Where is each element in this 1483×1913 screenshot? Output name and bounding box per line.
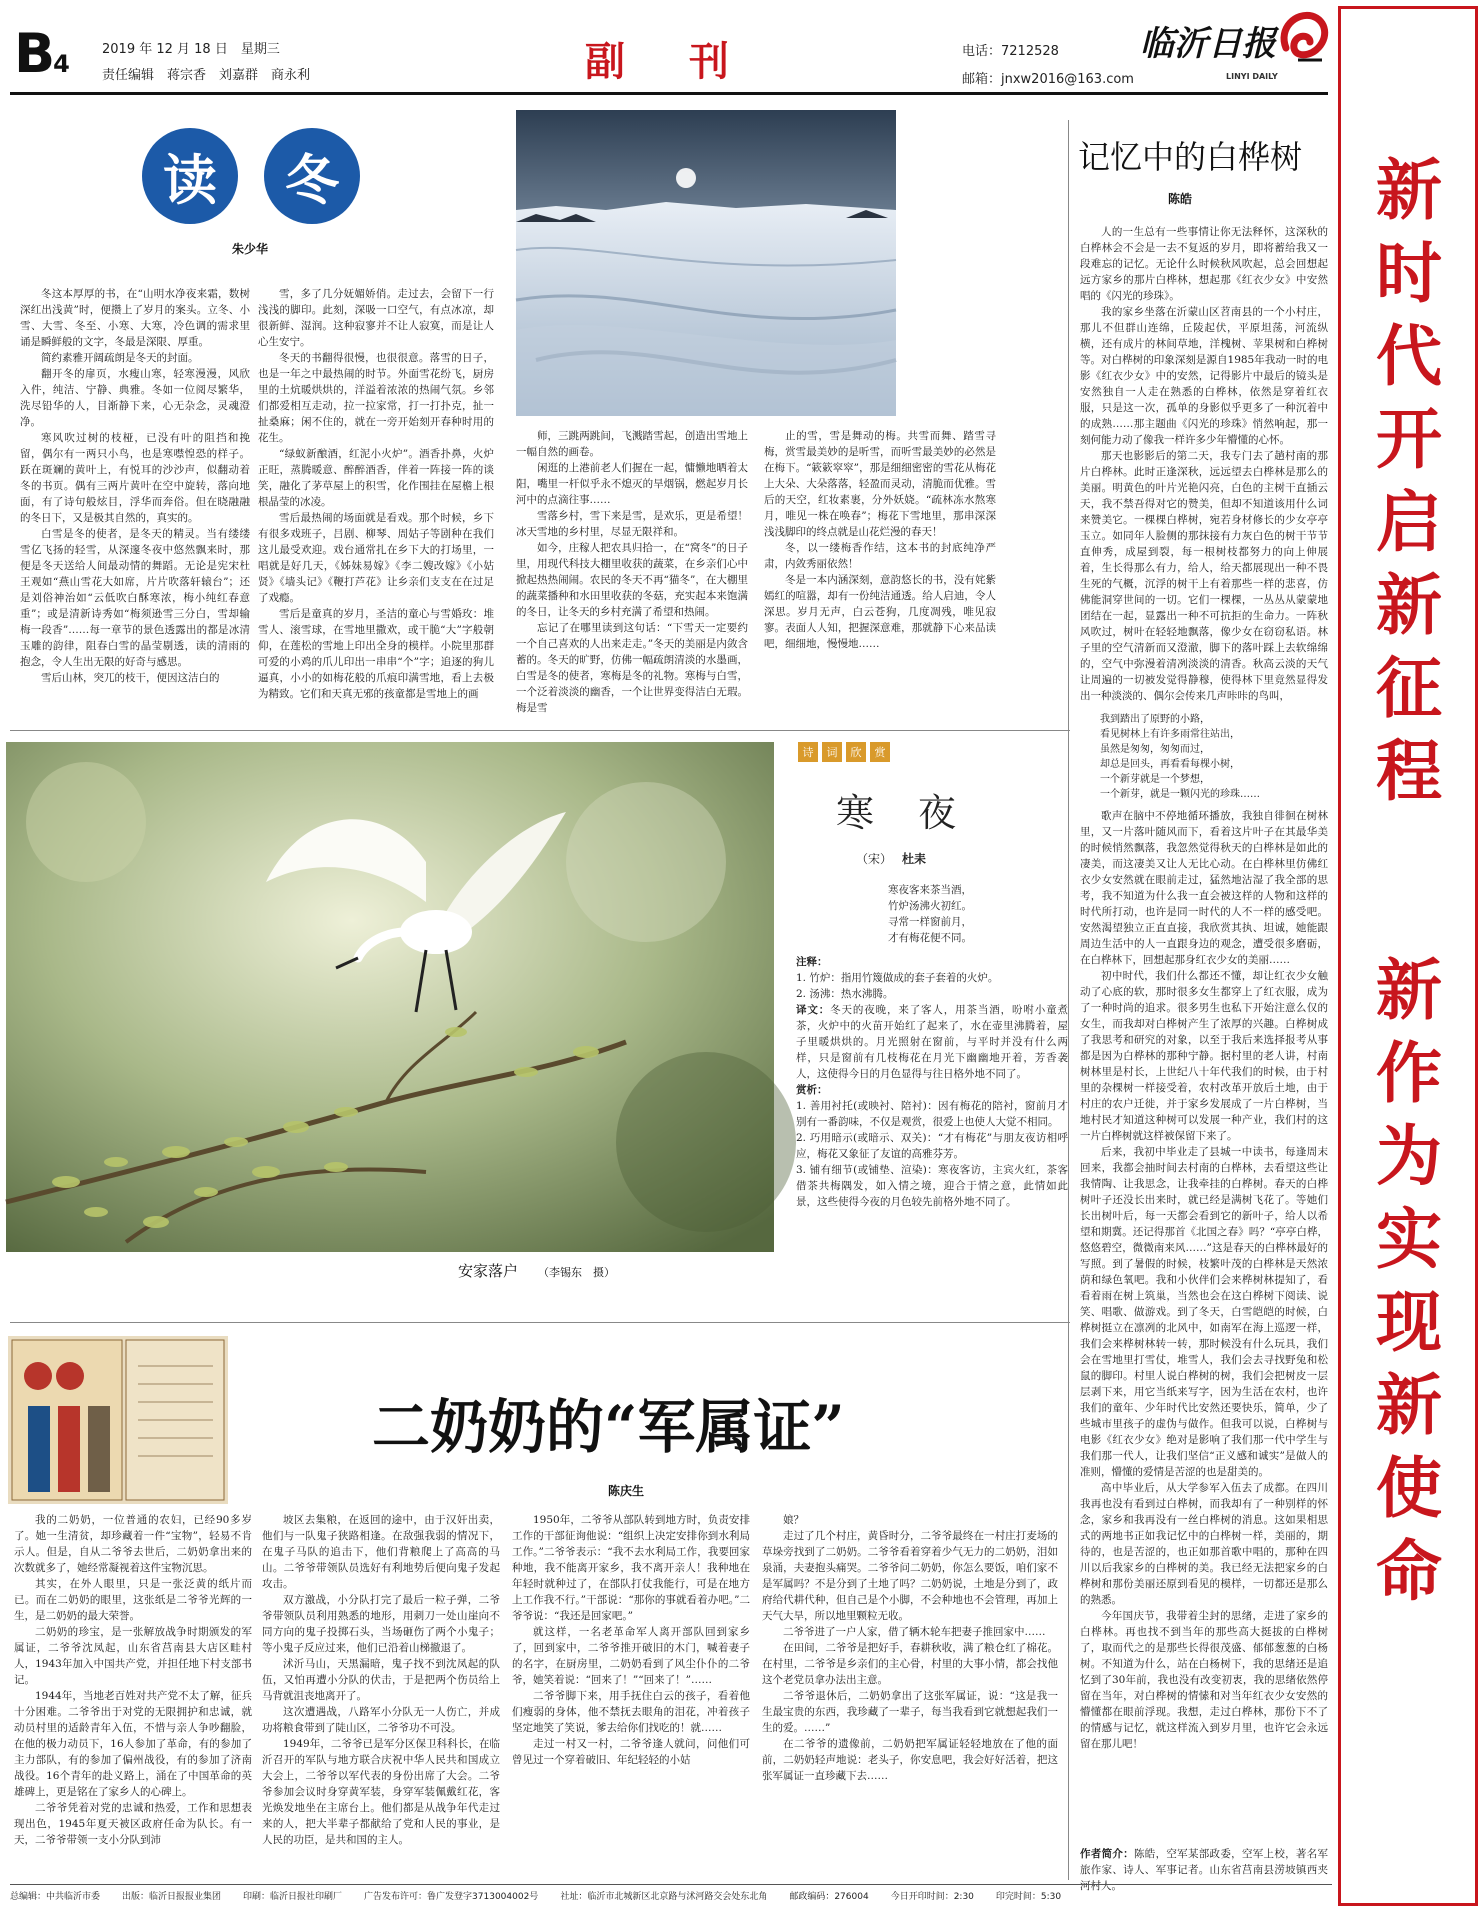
editors-line: 责任编辑 蒋宗香 刘嘉群 商永利 bbox=[102, 68, 311, 83]
issue-date: 2019 年 12 月 18 日 星期三 bbox=[102, 42, 280, 57]
poem-notes: 注释： 1. 竹炉：指用竹篾做成的套子套着的火炉。 2. 汤沸：热水沸腾。 译文：冬天的夜晚，来了客人，用茶当酒，吩咐小童煮茶，火炉中的火苗开始红了起来了，水在壶里沸腾着，屋子里暖烘烘的。月光照射在窗前，与平时并没有什么两样，只是窗前有几枝梅花在月光下幽幽地开着，芳香袭人，这使得今日的月色显得与往日格外地不同了。 赏析： 1. 善用衬托(或映衬、陪衬)：因有梅花的陪衬，窗前月才别有一番韵味，不仅是观赏，很爱上也使人大觉不相同。 2. 巧用暗示(或暗示、双关)：“才有梅花”与朋友夜访相呼应，梅花又象征了友谊的高雅芬芳。 3. 铺有细节(或铺垫、渲染)：寒夜客访，主宾火红，茶客借茶共梅隅发，如入情之境，迎合于情之意，此情如此景，这些使得今夜的月色较先前格外地不同了。 bbox=[796, 956, 1068, 1208]
dudong-column-1: 冬这本厚厚的书，在“山明水净夜来霜，数树深红出浅黄”时，便攒上了岁月的案头。立冬、小雪、大雪、冬至、小寒、大寒，冷色调的需求里诵是瞬鲜般的文字，冬最是深限、厚重。 简约素雅开阔疏朗是冬天的封面。 翻开冬的扉页，水瘦山寒，轻寒漫漫，风欣入件，纯洁、宁静、典雅。冬如一位阅尽繁华，洗尽铅华的人，目渐静下来，心无杂念，灵魂澄净。 寒风吹过树的枝桠，已没有叶的阻挡和挽留，偶尔有一两只小鸟，也是寒噤惶恐的样子。跃在斑斓的黄叶上，有悦耳的沙沙声，似翻动着冬的书页。偶有三两片黄叶在空中旋转，落向地面，有了诗句般炫目，浮华而奔俗。但在晓融融的冬日下，又是极其自然的，真实的。 白雪是冬的使者，是冬天的精灵。当有缕缕雪亿飞扬的轻雪，从深邃冬夜中悠然飘来时，那便是冬天送给人间最动情的舞蹈。无论是宪宋杜王观如“燕山雪花大如席，片片吹落轩辕台”；还是刘俗神治如“云低吹白酥寒浓，梅小纯红春意重”；或是清新诗秀如“梅须逊雪三分白，雪却输梅一段香”……每一章节的景色透露出的都是冰清玉雕的韵律，阻春白雪的晶莹剔透，读的清雨的抱念，令人生出无限的好奇与感思。 雪后山林，突兀的枝干，便因这洁白的 bbox=[20, 288, 250, 684]
newspaper-logo: 临沂日报 bbox=[1140, 24, 1276, 64]
junshu-column-3: 1950年，二爷爷从部队转到地方时，负责安排工作的干部征询他说：“组织上决定安排你到水利局工作。”二爷爷表示：“我不去水利局工作，我要回家种地，我不能离开家乡，我不离开亲人！我种地在年轻时就种过了，在部队打仗我能行，可是在地方上工作我不行。”干部说：“那你的事就看着办吧。”二爷爷说：“我还是回家吧。” 就这样，一名老革命军人离开部队回到家乡了，回到家中，二爷爷推开破旧的木门，喊着妻子的名字，在厨房里，二奶奶看到了风尘仆仆的二爷爷，她笑着说：“回来了！”“回来了！”…… 二爷爷脚下来，用手抚住白云的孩子，看着他们瘦弱的身体，他不禁抚去眼角的泪花，冲着孩子坚定地笑了笑说，爹去给你们找吃的！就…… 走过一村又一村，二爷爷逢人就问，问他们可曾见过一个穿着破旧、年纪轻轻的小姑 bbox=[512, 1514, 750, 1766]
snow-landscape-photo bbox=[516, 110, 896, 416]
slogan-line-1: 新时代开启新征程 bbox=[1376, 151, 1442, 810]
footer-item: 社址：临沂市北城新区北京路与沭河路交会处东北角 bbox=[560, 1892, 768, 1902]
poem-tag: 欣 bbox=[846, 742, 866, 762]
junshu-column-1: 我的二奶奶，一位普通的农妇，已经90多岁了。她一生清贫，却珍藏着一件“宝物”，轻易不肯示人。但是，自从二爷爷去世后，二奶奶拿出来的次数就多了，她经常凝视着这件宝物沉思。 其实，在外人眼里，只是一张泛黄的纸片而已。而在二奶奶的眼里，这张纸是二爷爷光辉的一生，是二奶奶的最大荣誉。 二奶奶的珍宝，是一张解放战争时期颁发的军属证，二爷爷沈凤起，山东省莒南县大店区畦村人，1943年加入中国共产党，并担任地下村支部书记。 1944年，当地老百姓对共产党不太了解，征兵十分困难。二爷爷出于对党的无限拥护和忠诚，就动员村里的适龄青年入伍，不惜与亲人争吵翻脸，在他的极力动员下，16人参加了革命，有的参加了主力部队，有的参加了偏州战役，有的参加了济南战役。16个青年的赴义路上，涌在了中国革命的英雄碑上，更是铭在了家乡人的心碑上。 二爷爷凭着对党的忠诚和热爱，工作和思想表现出色，1945年夏天被区政府任命为队长。有一天，二爷爷带领一支小分队到沛 bbox=[14, 1514, 252, 1846]
dudong-column-4: 止的雪，雪是舞动的梅。共雪而舞、踏雪寻梅，赏雪最美妙的是听雪，而听雪最美妙的必然是在梅下。“簌簌窣窣”，那是细细密密的雪花从梅花上大朵、大朵落落，轻盈而灵动，清脆而优雅。雪后的天空，红妆素裹，分外妖娆。“疏林冻水熬寒月，唯见一株在唤春”；梅花下雪地里，那串深深浅浅脚印的终点就是山花烂漫的春天！ 冬，以一缕梅香作结，这本书的封底纯净严肃，内敛秀丽依然！ 冬是一本内涵深刻，意韵悠长的书，没有姹紫嫣红的喧嚣，却有一份纯洁通透。给人启迪，令人深思。岁月无声，白云苍狗，几度凋残，唯见寂寥。表面人人知，把握深意难，那就静下心来品读吧，细细地，慢慢地…… bbox=[764, 430, 996, 650]
poem-appreciation-box bbox=[796, 742, 1068, 1320]
slogan-box bbox=[1338, 6, 1478, 1906]
divider bbox=[10, 730, 1070, 731]
poem-tag: 赏 bbox=[870, 742, 890, 762]
egret-caption: 安家落户 （李锡东 摄） bbox=[458, 1262, 616, 1280]
divider bbox=[10, 1322, 1070, 1323]
egret-photo bbox=[6, 742, 774, 1252]
military-certificate-photo bbox=[8, 1336, 228, 1504]
poem-tag: 诗 bbox=[798, 742, 818, 762]
junshu-author: 陈庆生 bbox=[608, 1484, 645, 1498]
poem-title: 寒夜 bbox=[836, 791, 1001, 835]
junshu-column-2: 坡区去集粮，在返回的途中，由于汉奸出卖，他们与一队鬼子狭路相逢。在敌强我弱的情况下，在鬼子马队的追击下，他们背粮爬上了高高的马山。二爷爷带领队员选好有利地势后便向鬼子发起攻击。 双方激战，小分队打完了最后一粒子弹，二爷爷带领队员利用熟悉的地形，用刺刀一处山崖向不同方向的鬼子投掷石头，当场砸伤了两个小鬼子；等小鬼子反应过来，他们已沿着山梯撤退了。 沭沂马山，天黑漏暗，鬼子找不到沈凤起的队伍，又怕再遭小分队的伏击，于是把两个伤员给上马背就沮丧地离开了。 这次遭遇战，八路军小分队无一人伤亡，并成功将粮食带到了陡山区，二爷爷功不可没。 1949年，二爷爷已是军分区保卫科科长，在临沂召开的军队与地方联合庆祝中华人民共和国成立大会上，二爷爷以军代表的身份出席了大会。二爷爷参加会议时身穿黄军装，身穿军装佩戴红花，客光焕发地坐在主席台上。他们都是从战争年代走过来的人，把大半辈子都献给了党和人民的事业，是人民的功臣，是共和国的主人。 bbox=[262, 1514, 500, 1846]
footer-item: 印完时间：5:30 bbox=[995, 1892, 1062, 1902]
baihua-column-2: 歌声在脑中不停地循环播放，我独自徘徊在树林里，又一片落叶随风而下，看着这片叶子在其最华美的时候悄然飘落，我忽然觉得秋天的白桦林是如此的凄美，而这凄美又让人无比心动。在白桦林里仿佛红衣少女安然就在眼前走过，猛然地沾湿了我全部的思考，我不知道为什么我一直会被这样的人物和这样的时代所打动，也许是同一时代的人不一样的感受吧。安然渴望独立正直直接，我欣赏其执、坦诚，她能跟周边生活中的人一直跟身边的观念，遭受很多磨砺，在白桦林下，回想起那身红衣少女的美丽…… 初中时代，我们什么都还不懂，却让红衣少女触动了心底的软，那时很多女生都穿上了红衣服，成为了一种时尚的追求。很多男生也私下开始注意么仅的女生，而我却对白桦树产生了浓厚的兴趣。白桦树成了我思考和研究的对象，以至于我后来选择报考从事都是因为白桦林的那种宁静。据村里的老人讲，村南树林里是村长，上世纪八十年代我们的时候，由于村里的杂棵树一样接受着，农村改革开放后土地，由于村庄的农户迁徙，并于家乡发展成了一片白桦树，当地村民才知道这种树可以发展一种产业，我们村的这一片白桦树就这样被保留下来了。 后来，我初中毕业走了县城一中读书，每逢周末回来，我都会抽时间去村南的白桦林，去看望这些让我情陶、让我思念，让我牵挂的白桦树。春天的白桦树叶子还没长出来时，就已经是满树飞花了。等她们长出树叶后，每一天都会看到它的新叶子，给人以希望和期冀。还记得那首《北国之春》吗？“亭亭白桦，悠悠碧空，微微南来风……”这是春天的白桦林最好的写照。到了暑假的时候，枝繁叶茂的白桦林是天然浓荫和绿色氧吧。我和小伙伴们会来桦树林提知了，看看着雨在树上筑巢，当然也会在这白桦树下阅读、说笑、唱歌、做游戏。到了冬天，白雪皑皑的时候，白桦树挺立在凛冽的北风中，如南军在海上巡逻一样，我们会来桦树林转一转，那时候没有什么玩具，我们会在雪地里打雪仗，堆雪人，我们会去寻找野兔和松鼠的脚印。村里人说白桦树的树，我们会把树皮一层层剥下来，用它当纸来写字，因为生活在农村，也许我们的童年、少年时代比安然还要快乐，简单，少了些城市里孩子的虚伪与做作。但我可以说，白桦树与电影《红衣少女》绝对是影响了我们那一代中学生与我们那一代人，让我们坚信“正义感和诚实”是做人的准则，懵懂的爱情是苦涩的也是甜美的。 高中毕业后，从大学参军入伍去了成都。在四川我再也没有看到过白桦树，而我却有了一种别样的怀念，家乡和我再没有一丝白桦树的消息。这如果相思式的两地书正如我记忆中的白桦树一样，美丽的，期待的，也是苦涩的，也正如那首歌中唱的，那种在四川以后我家乡的白桦树的美。我已经无法把家乡的白桦树和那份美丽还原到看见的模样，一切都还是那么的熟悉。 今年国庆节，我带着尘封的思绪，走进了家乡的白桦林。再也找不到当年的那些高大挺拔的白桦树了，取而代之的是那些长得很茂盛、郁郁葱葱的白杨树。不知道为什么，站在白杨树下，我的思绪还是追忆到了30年前，我也没有改变初衷，我的思绪依然停留在当年，对白桦树的情愫和对当年红衣少女安然的懵懂都在眼前浮现。我想，走过白桦林，那份下不了的情感与记忆，就这样流入到岁月里，也许它会永远留在那儿吧！ bbox=[1080, 810, 1328, 1750]
title-circle-dong: 冬 bbox=[264, 128, 360, 224]
footer-item: 今日开印时间：2:30 bbox=[890, 1892, 974, 1902]
footer-item: 总编辑：中共临沂市委 bbox=[10, 1892, 101, 1902]
poem-author: （宋） 杜耒 bbox=[856, 852, 927, 866]
page-number: B4 bbox=[14, 22, 68, 85]
footer-item: 印刷：临沂日报社印刷厂 bbox=[243, 1892, 343, 1902]
dudong-column-3: 师，三跳两跳间，飞溅踏雪起，创造出雪地上一幅自然的画卷。 闲逛的上港前老人们握在一起，慵懒地晒着太阳，嘴里一杆似乎永不熄灭的旱烟锅，燃起岁月长河中的点滴往事…… 雪落乡村，雪下来是雪，是欢乐，更是希望！冰天雪地的乡村里，尽显无限祥和。 如今，庄稼人把农具归拾一，在“窝冬”的日子里，用现代科技大棚里收获的蔬菜，在乡亲们心中掀起热热闹闹。农民的冬天不再“猫冬”，在大棚里的蔬菜播种和水田里收获的冬菇，充实起本来饱满的冬日，让冬天的乡村充满了希望和热闹。 忘记了在哪里读到这句话：“下雪天一定要约一个自己喜欢的人出来走走。”冬天的美丽是内敛含蓄的。冬天的旷野，仿佛一幅疏朗清淡的水墨画，白雪是冬的使者，寒梅是冬的礼物。寒梅与白雪，一个泛着淡淡的幽香，一个让世界变得洁白无瑕。梅是雪 bbox=[516, 430, 748, 714]
column-divider bbox=[1068, 120, 1069, 1880]
poem-tags bbox=[798, 742, 890, 762]
slogan-line-2: 新作为实现新使命 bbox=[1376, 951, 1442, 1610]
article-author: 朱少华 bbox=[232, 242, 269, 256]
baihua-song-lyrics: 我到踏出了原野的小路， 看见树林上有许多雨常往站出， 虽然是匆匆，匆匆而过， 却总是回头，再看看每棵小树， 一个新芽就是一个梦想， 一个新芽，就是一颗闪光的珍珠…… bbox=[1100, 714, 1260, 800]
footer-item: 出版：临沂日报报业集团 bbox=[122, 1892, 222, 1902]
logo-emblem-icon bbox=[1276, 8, 1330, 66]
poem-verses: 寒夜客来茶当酒， 竹炉汤沸火初红。 寻常一样窗前月， 才有梅花便不同。 bbox=[888, 884, 972, 944]
baihua-author: 陈皓 bbox=[1168, 192, 1193, 206]
footer-imprint bbox=[10, 1884, 1332, 1906]
poem-tag: 词 bbox=[822, 742, 842, 762]
footer-item: 邮政编码：276004 bbox=[789, 1892, 869, 1902]
masthead-rule bbox=[10, 92, 1328, 95]
baihua-title: 记忆中的白桦树 bbox=[1078, 138, 1303, 176]
newspaper-logo-sub: LINYI DAILY bbox=[1226, 72, 1278, 81]
junshu-title: 二奶奶的“军属证” bbox=[372, 1393, 845, 1461]
dudong-column-2: 雪，多了几分妩媚娇俏。走过去，会留下一行浅浅的脚印。此刻，深吸一口空气，有点冰凉，却很新鲜、湿润。这种寂寥并不让人寂寞，而是让人心生安宁。 冬天的书翻得很慢，也很很意。落雪的日子，也是一年之中最热闹的时节。外面雪花纷飞，厨房里的土炕暖烘烘的，洋溢着浓浓的热闹气氛。乡邻们都爱相互走动，拉一拉家常，打一打扑克，扯一扯桑麻；闲不住的，就在一旁开始刻开春种时用的花生。 “绿蚁新酿酒，红泥小火炉”。酒香扑鼻，火炉正旺，蒸腾暖意、醉醉酒香，伴着一阵接一阵的谈笑，融化了茅草屋上的积雪，化作围挂在屋檐上根根晶莹的冰凌。 雪后最热闹的场面就是看戏。那个时候，乡下有很多戏班子，吕剧、柳琴、周姑子等剧种在我们这儿最受欢迎。戏台通常扎在乡下大的打场里，一唱就是好几天，《姊妹易嫁》《李二嫂改嫁》《小姑贤》《墙头记》《鞭打芦花》让乡亲们支支在在过足了戏瘾。 雪后是童真的岁月，圣洁的童心与雪婚玫：堆雪人、滚雪球，在雪地里撒欢，或干脆“大”字般朝仰，在莲松的雪地上印出全身的模样。小院里那群可爱的小鸡的爪儿印出一串串“个”字；追逐的狗儿逼真，小小的如梅花般的爪痕印满雪地，看上去极为精致。它们和天真无邪的孩童都是雪地上的画 bbox=[258, 288, 494, 700]
baihua-column-1: 人的一生总有一些事情让你无法释怀，这深秋的白桦林会不会是一去不复返的岁月，即将蓄给我又一段难忘的记忆。无论什么时候秋风吹起，总会回想起远方家乡的那片白桦林，想起那《红衣少女》中安然唱的《闪光的珍珠》。 我的家乡坐落在沂蒙山区苕南县的一个小村庄，那儿不但群山连绵，丘陵起伏，平原坦荡，河流纵横，还有成片的林间草地，洋槐树、苹果树和白桦树等。对白桦树的印象深刻是源自1985年我动一时的电影《红衣少女》中的安然，记得影片中最后的镜头是安然独自一人走在熟悉的白桦林，依然是穿着红衣服，只是这一次，孤单的身影似乎更多了一种沉着中的成熟……那主题曲《闪光的珍珠》悄然响起，那一刻何能力动了像我一样许多少年懵懂的心怀。 那天也影影后的第二天，我专门去了趟村南的那片白桦林。此时正逢深秋，远远望去白桦林是那么的美丽。明黄色的叶片光艳闪亮，白色的主树干直插云天，我不禁吾得对它的赞美，但却不知道该用什么词来赞美它。一棵棵白桦树，宛若身材修长的少女亭亭玉立。如同年人脸侧的那抹接有力灰白色的树干节节直伸秀，成屋到裂，每一根树枝都努力的向上伸展着，生长得那么有力，给人，给天都展现出一种不畏生死的气概，沉浮的树干上有着那些一样的悲喜，仿佛能洞穿世间的一切。它们一棵棵，一丛丛从蒙蒙地团结在一起，显露出一种不可抗拒的生命力。一阵秋风吹过，树叶在轻轻地飘落，像少女在窃窃私语。林子里的空气清新而又澄澈，脚下的落叶踩上去软绵绵的，空气中弥漫着清冽淡淡的清香。秋高云淡的天气让周遍的一切被发觉得静穆，使得林下里竟然显得发出一种淡淡的、偶尔会传来几声咔咔的鸟叫， bbox=[1080, 226, 1328, 702]
baihua-author-bio: 作者简介：陈皓，空军某部政委，空军上校，著名军旅作家、诗人、军事记者。山东省莒南县涝坡镇西夹河村人。 bbox=[1080, 1848, 1329, 1892]
title-circle-du: 读 bbox=[142, 128, 238, 224]
section-title: 副刊 bbox=[585, 39, 793, 85]
footer-item: 广告发布许可：鲁广发登字3713004002号 bbox=[364, 1892, 539, 1902]
phone-line: 电话：7212528 bbox=[962, 44, 1059, 59]
masthead bbox=[0, 0, 1330, 90]
email-line: 邮箱：jnxw2016@163.com bbox=[962, 72, 1134, 87]
junshu-column-4: 娘？ 走过了几个村庄，黄昏时分，二爷爷最终在一村庄打麦场的草垛旁找到了二奶奶。二爷爷看着穿着少气无力的二奶奶，泪如泉涌，夫妻抱头痛哭。二爷爷问二奶奶，你怎么要饭，咱们家不是军属吗？不是分到了土地了吗？二奶奶说，土地是分到了，政府给代耕代种，但自己是个小脚，不会种地也不会管理，再加上天气大旱，所以地里颗粒无收。 二爷爷进了一户人家，借了辆木轮车把妻子推回家中…… 在田间，二爷爷是把好手，春耕秋收，满了粮仓红了棉花。在村里，二爷爷是乡亲们的主心骨，村里的大事小情，都会找他这个老党员拿办法出主意。 二爷爷退休后，二奶奶拿出了这张军属证，说：“这是我一生最宝贵的东西，我珍藏了一辈子，每当我看到它就想起我们一生的爱。……” 在二爷爷的遗像前，二奶奶把军属证轻轻地放在了他的面前，二奶奶轻声地说：老头子，你安息吧，我会好好活着，把这张军属证一直珍藏下去…… bbox=[762, 1514, 1058, 1782]
